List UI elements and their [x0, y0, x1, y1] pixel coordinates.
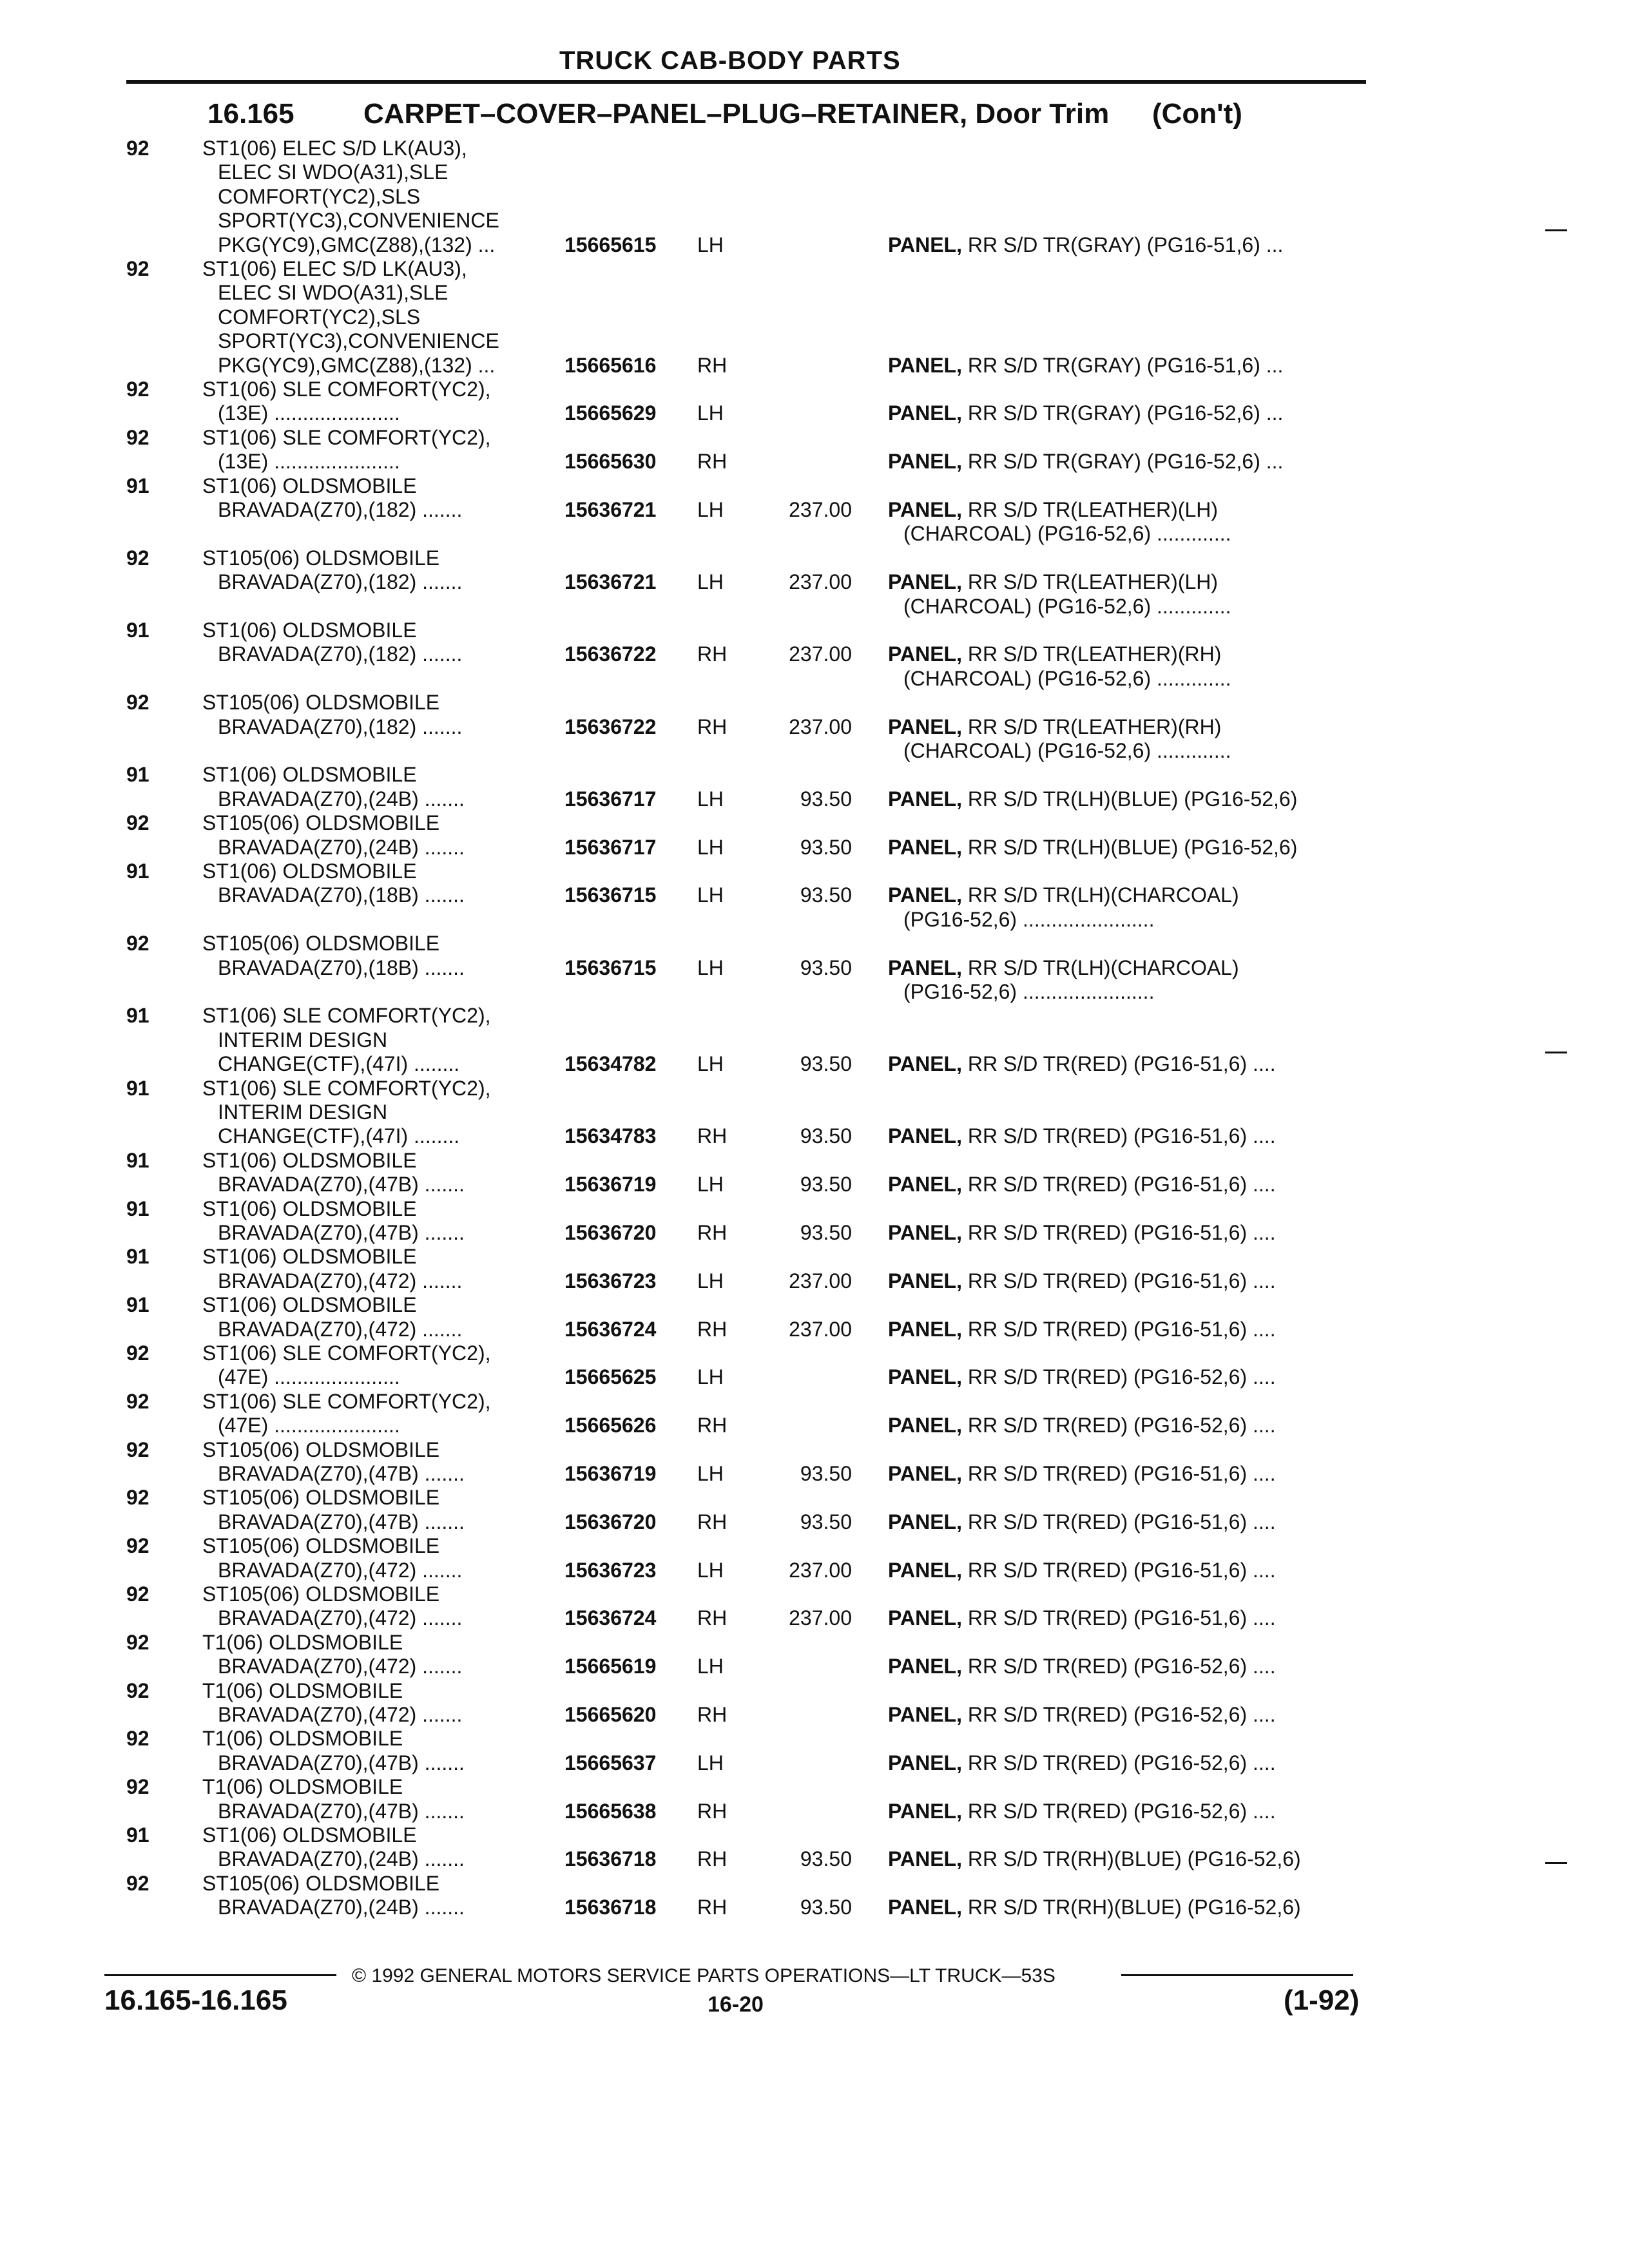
usage-description-line: ST1(06) OLDSMOBILE — [202, 1245, 417, 1269]
part-number: 15636720 — [564, 1220, 657, 1244]
usage-description-line: BRAVADA(Z70),(472) ....... — [218, 1702, 463, 1726]
part-name-line — [903, 522, 1231, 546]
part-name-detail: RR S/D TR(GRAY) (PG16-52,6) ... — [967, 450, 1284, 474]
part-name-noun: PANEL, — [888, 883, 962, 907]
part-name-detail: (CHARCOAL) (PG16-52,6) ............. — [903, 666, 1231, 690]
usage-description-line: BRAVADA(Z70),(24B) ....... — [218, 835, 465, 859]
side-indicator: LH — [697, 1751, 724, 1774]
part-name-noun: PANEL, — [888, 1220, 962, 1244]
usage-description-line: T1(06) OLDSMOBILE — [202, 1630, 403, 1654]
part-name-line — [888, 1052, 1276, 1076]
part-name-noun: PANEL, — [888, 497, 962, 521]
usage-description-line: BRAVADA(Z70),(47B) ....... — [218, 1510, 465, 1533]
side-indicator: LH — [697, 787, 724, 811]
side-indicator: RH — [697, 1317, 728, 1341]
side-indicator: LH — [697, 233, 724, 256]
part-name-noun: PANEL, — [888, 1847, 962, 1871]
part-name-line — [888, 401, 1283, 425]
part-name-detail: RR S/D TR(RED) (PG16-51,6) .... — [967, 1317, 1276, 1341]
usage-description-line: ELEC SI WDO(A31),SLE — [218, 281, 448, 305]
part-name-line — [888, 642, 1221, 666]
series-code: 92 — [126, 1389, 149, 1413]
usage-description-line: COMFORT(YC2),SLS — [218, 305, 421, 329]
part-name-noun: PANEL, — [888, 1751, 962, 1774]
section-number: 16.165 — [207, 98, 294, 130]
part-name-noun: PANEL, — [888, 1799, 962, 1823]
page-header-title: TRUCK CAB-BODY PARTS — [559, 46, 901, 75]
series-code: 92 — [126, 546, 149, 570]
usage-description-line: BRAVADA(Z70),(182) ....... — [218, 497, 463, 521]
usage-description-line: BRAVADA(Z70),(24B) ....... — [218, 1896, 465, 1919]
part-name-line — [903, 739, 1231, 763]
series-code: 92 — [126, 1630, 149, 1654]
part-name-line — [888, 1462, 1276, 1486]
usage-description-line: CHANGE(CTF),(47I) ........ — [218, 1052, 460, 1076]
list-price: 93.50 — [800, 956, 852, 979]
usage-description-line: ST1(06) SLE COMFORT(YC2), — [202, 1076, 491, 1100]
part-number: 15636719 — [564, 1461, 657, 1485]
part-name-line — [903, 980, 1154, 1004]
part-number: 15636724 — [564, 1606, 657, 1630]
part-name-line — [888, 233, 1283, 257]
side-indicator: RH — [697, 1220, 728, 1244]
part-number: 15636717 — [564, 835, 657, 859]
usage-description-line: BRAVADA(Z70),(47B) ....... — [218, 1751, 465, 1774]
usage-description-line: BRAVADA(Z70),(182) ....... — [218, 642, 463, 666]
usage-description-line: ST105(06) OLDSMOBILE — [202, 691, 440, 715]
usage-description-line: ST105(06) OLDSMOBILE — [202, 1534, 440, 1558]
list-price: 237.00 — [789, 1317, 852, 1341]
part-number: 15636724 — [564, 1317, 657, 1341]
series-code: 91 — [126, 1196, 149, 1220]
list-price: 93.50 — [800, 1510, 852, 1533]
usage-description-line: BRAVADA(Z70),(18B) ....... — [218, 956, 465, 979]
part-name-noun: PANEL, — [888, 1269, 962, 1293]
part-name-detail: RR S/D TR(LEATHER)(RH) — [967, 715, 1222, 738]
usage-description-line: PKG(YC9),GMC(Z88),(132) ... — [218, 233, 496, 256]
part-name-line — [888, 1559, 1276, 1582]
part-number: 15665638 — [564, 1799, 657, 1823]
part-name-line — [888, 1847, 1301, 1871]
part-name-line — [888, 1269, 1276, 1293]
part-name-noun: PANEL, — [888, 1558, 962, 1582]
footer-rule-left — [104, 1974, 336, 1976]
usage-description-line: ST1(06) SLE COMFORT(YC2), — [202, 1004, 491, 1028]
side-indicator: LH — [697, 956, 724, 979]
part-name-detail: RR S/D TR(LEATHER)(RH) — [967, 642, 1222, 666]
part-name-noun: PANEL, — [888, 1317, 962, 1341]
usage-description-line: (13E) ...................... — [218, 401, 400, 425]
part-name-noun: PANEL, — [888, 1461, 962, 1485]
usage-description-line: INTERIM DESIGN — [218, 1100, 388, 1124]
part-number: 15636722 — [564, 642, 657, 666]
usage-description-line: ST1(06) ELEC S/D LK(AU3), — [202, 257, 467, 280]
usage-description-line: BRAVADA(Z70),(47B) ....... — [218, 1799, 465, 1823]
usage-description-line: ST105(06) OLDSMOBILE — [202, 1871, 440, 1895]
usage-description-line: ST1(06) OLDSMOBILE — [202, 1148, 417, 1172]
side-indicator: LH — [697, 401, 724, 425]
usage-description-line: (47E) ...................... — [218, 1414, 400, 1437]
list-price: 93.50 — [800, 1124, 852, 1148]
part-name-noun: PANEL, — [888, 1655, 962, 1678]
part-name-detail: RR S/D TR(GRAY) (PG16-51,6) ... — [967, 353, 1284, 377]
usage-description-line: (47E) ...................... — [218, 1365, 400, 1389]
part-name-line — [888, 1510, 1276, 1534]
part-name-detail: (CHARCOAL) (PG16-52,6) ............. — [903, 738, 1231, 762]
usage-description-line: SPORT(YC3),CONVENIENCE — [218, 329, 499, 353]
part-number: 15636723 — [564, 1269, 657, 1293]
part-name-line — [888, 1606, 1276, 1630]
part-name-detail: (PG16-52,6) ....................... — [903, 979, 1155, 1003]
usage-description-line: BRAVADA(Z70),(47B) ....... — [218, 1461, 465, 1485]
part-name-detail: (CHARCOAL) (PG16-52,6) ............. — [903, 594, 1231, 618]
side-indicator: RH — [697, 1896, 728, 1919]
part-name-noun: PANEL, — [888, 1365, 962, 1389]
side-indicator: RH — [697, 1799, 728, 1823]
side-indicator: LH — [697, 1461, 724, 1485]
side-indicator: RH — [697, 715, 728, 738]
part-number: 15665615 — [564, 233, 657, 256]
series-code: 91 — [126, 860, 149, 883]
part-number: 15636715 — [564, 883, 657, 907]
usage-description-line: ST1(06) SLE COMFORT(YC2), — [202, 1341, 491, 1365]
usage-description-line: ST1(06) OLDSMOBILE — [202, 1823, 417, 1847]
margin-mark — [1545, 1862, 1567, 1864]
margin-mark — [1545, 229, 1567, 231]
usage-description-line: COMFORT(YC2),SLS — [218, 184, 421, 208]
usage-description-line: BRAVADA(Z70),(472) ....... — [218, 1606, 463, 1630]
usage-description-line: BRAVADA(Z70),(472) ....... — [218, 1317, 463, 1341]
part-name-detail: RR S/D TR(LH)(BLUE) (PG16-52,6) — [967, 835, 1298, 859]
part-name-line — [888, 1221, 1276, 1245]
part-name-noun: PANEL, — [888, 1173, 962, 1196]
usage-description-line: ST105(06) OLDSMOBILE — [202, 811, 440, 835]
usage-description-line: ST105(06) OLDSMOBILE — [202, 1582, 440, 1606]
part-name-detail: RR S/D TR(RED) (PG16-52,6) .... — [967, 1414, 1276, 1437]
part-name-line — [888, 787, 1297, 811]
list-price: 237.00 — [789, 497, 852, 521]
side-indicator: RH — [697, 1124, 728, 1148]
part-number: 15665629 — [564, 401, 657, 425]
part-name-detail: RR S/D TR(RED) (PG16-52,6) .... — [967, 1365, 1276, 1389]
part-name-line — [888, 836, 1297, 860]
part-name-line — [888, 1703, 1276, 1727]
part-name-detail: RR S/D TR(RH)(BLUE) (PG16-52,6) — [967, 1847, 1301, 1871]
part-name-line — [888, 1751, 1276, 1775]
part-name-detail: RR S/D TR(GRAY) (PG16-51,6) ... — [967, 233, 1284, 256]
side-indicator: LH — [697, 1558, 724, 1582]
usage-description-line: BRAVADA(Z70),(472) ....... — [218, 1269, 463, 1293]
part-name-detail: RR S/D TR(RED) (PG16-51,6) .... — [967, 1052, 1276, 1076]
usage-description-line: ST105(06) OLDSMOBILE — [202, 1437, 440, 1461]
part-number: 15636719 — [564, 1173, 657, 1196]
usage-description-line: BRAVADA(Z70),(472) ....... — [218, 1558, 463, 1582]
series-code: 91 — [126, 763, 149, 787]
part-name-noun: PANEL, — [888, 1702, 962, 1726]
footer-section-range: 16.165-16.165 — [104, 1984, 287, 2016]
series-code: 92 — [126, 425, 149, 449]
usage-description-line: ST1(06) SLE COMFORT(YC2), — [202, 425, 491, 449]
side-indicator: LH — [697, 1052, 724, 1076]
side-indicator: RH — [697, 1606, 728, 1630]
part-name-noun: PANEL, — [888, 233, 962, 256]
part-name-line — [888, 1365, 1276, 1389]
part-name-detail: (PG16-52,6) ....................... — [903, 907, 1155, 931]
part-number: 15636720 — [564, 1510, 657, 1533]
part-name-noun: PANEL, — [888, 956, 962, 979]
part-number: 15634782 — [564, 1052, 657, 1076]
series-code: 91 — [126, 474, 149, 497]
usage-description-line: ST1(06) ELEC S/D LK(AU3), — [202, 137, 467, 160]
part-number: 15634783 — [564, 1124, 657, 1148]
series-code: 92 — [126, 1341, 149, 1365]
part-name-detail: RR S/D TR(RED) (PG16-51,6) .... — [967, 1606, 1276, 1630]
part-name-detail: RR S/D TR(RED) (PG16-52,6) .... — [967, 1702, 1276, 1726]
part-number: 15665625 — [564, 1365, 657, 1389]
part-name-line — [888, 1655, 1276, 1678]
side-indicator: LH — [697, 570, 724, 594]
usage-description-line: SPORT(YC3),CONVENIENCE — [218, 209, 499, 233]
part-name-detail: (CHARCOAL) (PG16-52,6) ............. — [903, 522, 1231, 546]
usage-description-line: BRAVADA(Z70),(182) ....... — [218, 715, 463, 738]
list-price: 93.50 — [800, 1896, 852, 1919]
usage-description-line: ST105(06) OLDSMOBILE — [202, 546, 440, 570]
series-code: 92 — [126, 1727, 149, 1751]
part-name-detail: RR S/D TR(RED) (PG16-51,6) .... — [967, 1124, 1276, 1148]
part-name-detail: RR S/D TR(LEATHER)(LH) — [967, 497, 1219, 521]
series-code: 92 — [126, 691, 149, 715]
usage-description-line: INTERIM DESIGN — [218, 1028, 388, 1052]
part-name-detail: RR S/D TR(LH)(BLUE) (PG16-52,6) — [967, 787, 1298, 811]
usage-description-line: ST1(06) SLE COMFORT(YC2), — [202, 378, 491, 401]
part-name-detail: RR S/D TR(RED) (PG16-51,6) .... — [967, 1220, 1276, 1244]
part-name-detail: RR S/D TR(LH)(CHARCOAL) — [967, 883, 1239, 907]
usage-description-line: T1(06) OLDSMOBILE — [202, 1678, 403, 1702]
section-continued: (Con't) — [1152, 98, 1242, 130]
series-code: 92 — [126, 1775, 149, 1799]
part-number: 15665630 — [564, 450, 657, 474]
list-price: 93.50 — [800, 1052, 852, 1076]
usage-description-line: ST1(06) OLDSMOBILE — [202, 763, 417, 787]
usage-description-line: BRAVADA(Z70),(24B) ....... — [218, 1847, 465, 1871]
series-code: 92 — [126, 378, 149, 401]
usage-description-line: ST1(06) OLDSMOBILE — [202, 1196, 417, 1220]
part-name-detail: RR S/D TR(RED) (PG16-52,6) .... — [967, 1799, 1276, 1823]
side-indicator: LH — [697, 883, 724, 907]
series-code: 91 — [126, 1004, 149, 1028]
usage-description-line: ST1(06) OLDSMOBILE — [202, 1293, 417, 1317]
part-name-line — [888, 883, 1239, 907]
list-price: 93.50 — [800, 883, 852, 907]
usage-description-line: BRAVADA(Z70),(472) ....... — [218, 1655, 463, 1678]
usage-description-line: BRAVADA(Z70),(47B) ....... — [218, 1173, 465, 1196]
list-price: 93.50 — [800, 1847, 852, 1871]
usage-description-line: ELEC SI WDO(A31),SLE — [218, 160, 448, 184]
series-code: 92 — [126, 1871, 149, 1895]
usage-description-line: ST105(06) OLDSMOBILE — [202, 932, 440, 956]
list-price: 237.00 — [789, 715, 852, 738]
series-code: 91 — [126, 1076, 149, 1100]
part-name-detail: RR S/D TR(RED) (PG16-51,6) .... — [967, 1269, 1276, 1293]
part-name-line — [888, 1318, 1276, 1341]
part-name-line — [903, 908, 1154, 932]
part-name-line — [888, 1124, 1276, 1148]
side-indicator: RH — [697, 1847, 728, 1871]
margin-mark — [1545, 1052, 1567, 1053]
part-number: 15636717 — [564, 787, 657, 811]
part-number: 15636722 — [564, 715, 657, 738]
part-name-line — [903, 667, 1231, 691]
part-number: 15636721 — [564, 497, 657, 521]
part-name-detail: RR S/D TR(RH)(BLUE) (PG16-52,6) — [967, 1896, 1301, 1919]
usage-description-line: ST1(06) OLDSMOBILE — [202, 860, 417, 883]
series-code: 91 — [126, 1823, 149, 1847]
list-price: 93.50 — [800, 835, 852, 859]
side-indicator: LH — [697, 835, 724, 859]
part-name-noun: PANEL, — [888, 1896, 962, 1919]
section-title: CARPET–COVER–PANEL–PLUG–RETAINER, Door Trim — [363, 98, 1110, 130]
usage-description-line: ST1(06) SLE COMFORT(YC2), — [202, 1389, 491, 1413]
part-name-line — [888, 354, 1283, 378]
usage-description-line: (13E) ...................... — [218, 450, 400, 474]
part-name-detail: RR S/D TR(RED) (PG16-51,6) .... — [967, 1558, 1276, 1582]
side-indicator: RH — [697, 353, 728, 377]
usage-description-line: ST1(06) OLDSMOBILE — [202, 619, 417, 642]
part-name-detail: RR S/D TR(LH)(CHARCOAL) — [967, 956, 1239, 979]
part-name-noun: PANEL, — [888, 1606, 962, 1630]
usage-description-line: BRAVADA(Z70),(18B) ....... — [218, 883, 465, 907]
part-name-detail: RR S/D TR(GRAY) (PG16-52,6) ... — [967, 401, 1284, 425]
list-price: 237.00 — [789, 570, 852, 594]
usage-description-line: ST1(06) OLDSMOBILE — [202, 474, 417, 497]
part-number: 15636718 — [564, 1896, 657, 1919]
side-indicator: LH — [697, 1655, 724, 1678]
usage-description-line: T1(06) OLDSMOBILE — [202, 1775, 403, 1799]
side-indicator: RH — [697, 450, 728, 474]
part-name-line — [903, 595, 1231, 619]
part-number: 15636718 — [564, 1847, 657, 1871]
series-code: 91 — [126, 1148, 149, 1172]
series-code: 91 — [126, 1293, 149, 1317]
footer-date: (1-92) — [1284, 1984, 1360, 2016]
part-name-line — [888, 715, 1221, 739]
part-name-noun: PANEL, — [888, 1052, 962, 1076]
series-code: 91 — [126, 1245, 149, 1269]
part-name-detail: RR S/D TR(RED) (PG16-51,6) .... — [967, 1461, 1276, 1485]
list-price: 237.00 — [789, 1558, 852, 1582]
part-name-noun: PANEL, — [888, 570, 962, 594]
series-code: 92 — [126, 137, 149, 160]
part-number: 15665620 — [564, 1702, 657, 1726]
series-code: 92 — [126, 932, 149, 956]
series-code: 92 — [126, 1678, 149, 1702]
side-indicator: LH — [697, 497, 724, 521]
usage-description-line: PKG(YC9),GMC(Z88),(132) ... — [218, 353, 496, 377]
list-price: 93.50 — [800, 787, 852, 811]
footer-rule-right — [1121, 1974, 1353, 1976]
usage-description-line: ST105(06) OLDSMOBILE — [202, 1486, 440, 1510]
usage-description-line: BRAVADA(Z70),(182) ....... — [218, 570, 463, 594]
list-price: 237.00 — [789, 1606, 852, 1630]
list-price: 237.00 — [789, 642, 852, 666]
usage-description-line: BRAVADA(Z70),(47B) ....... — [218, 1220, 465, 1244]
part-name-noun: PANEL, — [888, 1510, 962, 1533]
part-name-detail: RR S/D TR(LEATHER)(LH) — [967, 570, 1219, 594]
list-price: 93.50 — [800, 1461, 852, 1485]
part-name-detail: RR S/D TR(RED) (PG16-51,6) .... — [967, 1173, 1276, 1196]
part-name-line — [888, 1800, 1276, 1823]
series-code: 92 — [126, 257, 149, 280]
part-name-line — [888, 1414, 1276, 1437]
side-indicator: RH — [697, 642, 728, 666]
part-number: 15665637 — [564, 1751, 657, 1774]
footer-page-number: 16-20 — [708, 1992, 764, 2017]
footer-copyright: © 1992 GENERAL MOTORS SERVICE PARTS OPERATIONS—LT TRUCK—53S — [352, 1965, 1055, 1986]
side-indicator: RH — [697, 1414, 728, 1437]
part-number: 15665616 — [564, 353, 657, 377]
part-name-noun: PANEL, — [888, 835, 962, 859]
list-price: 237.00 — [789, 1269, 852, 1293]
series-code: 91 — [126, 619, 149, 642]
part-name-line — [888, 570, 1218, 594]
side-indicator: RH — [697, 1702, 728, 1726]
side-indicator: LH — [697, 1269, 724, 1293]
part-name-detail: RR S/D TR(RED) (PG16-52,6) .... — [967, 1751, 1276, 1774]
list-price: 93.50 — [800, 1220, 852, 1244]
series-code: 92 — [126, 1486, 149, 1510]
series-code: 92 — [126, 811, 149, 835]
part-number: 15665626 — [564, 1414, 657, 1437]
part-name-noun: PANEL, — [888, 1414, 962, 1437]
part-number: 15636715 — [564, 956, 657, 979]
part-name-line — [888, 1173, 1276, 1196]
part-name-noun: PANEL, — [888, 353, 962, 377]
part-number: 15636721 — [564, 570, 657, 594]
header-rule — [126, 80, 1366, 84]
list-price: 93.50 — [800, 1173, 852, 1196]
side-indicator: LH — [697, 1173, 724, 1196]
part-name-line — [888, 1896, 1301, 1919]
part-name-noun: PANEL, — [888, 787, 962, 811]
usage-description-line: CHANGE(CTF),(47I) ........ — [218, 1124, 460, 1148]
part-name-detail: RR S/D TR(RED) (PG16-51,6) .... — [967, 1510, 1276, 1533]
part-name-noun: PANEL, — [888, 642, 962, 666]
part-name-noun: PANEL, — [888, 715, 962, 738]
part-name-detail: RR S/D TR(RED) (PG16-52,6) .... — [967, 1655, 1276, 1678]
part-number: 15636723 — [564, 1558, 657, 1582]
series-code: 92 — [126, 1582, 149, 1606]
side-indicator: RH — [697, 1510, 728, 1533]
part-name-noun: PANEL, — [888, 450, 962, 474]
part-number: 15665619 — [564, 1655, 657, 1678]
part-name-noun: PANEL, — [888, 401, 962, 425]
usage-description-line: T1(06) OLDSMOBILE — [202, 1727, 403, 1751]
part-name-line — [888, 956, 1239, 980]
part-name-line — [888, 498, 1218, 522]
side-indicator: LH — [697, 1365, 724, 1389]
part-name-line — [888, 450, 1283, 474]
usage-description-line: BRAVADA(Z70),(24B) ....... — [218, 787, 465, 811]
series-code: 92 — [126, 1534, 149, 1558]
part-name-noun: PANEL, — [888, 1124, 962, 1148]
series-code: 92 — [126, 1437, 149, 1461]
